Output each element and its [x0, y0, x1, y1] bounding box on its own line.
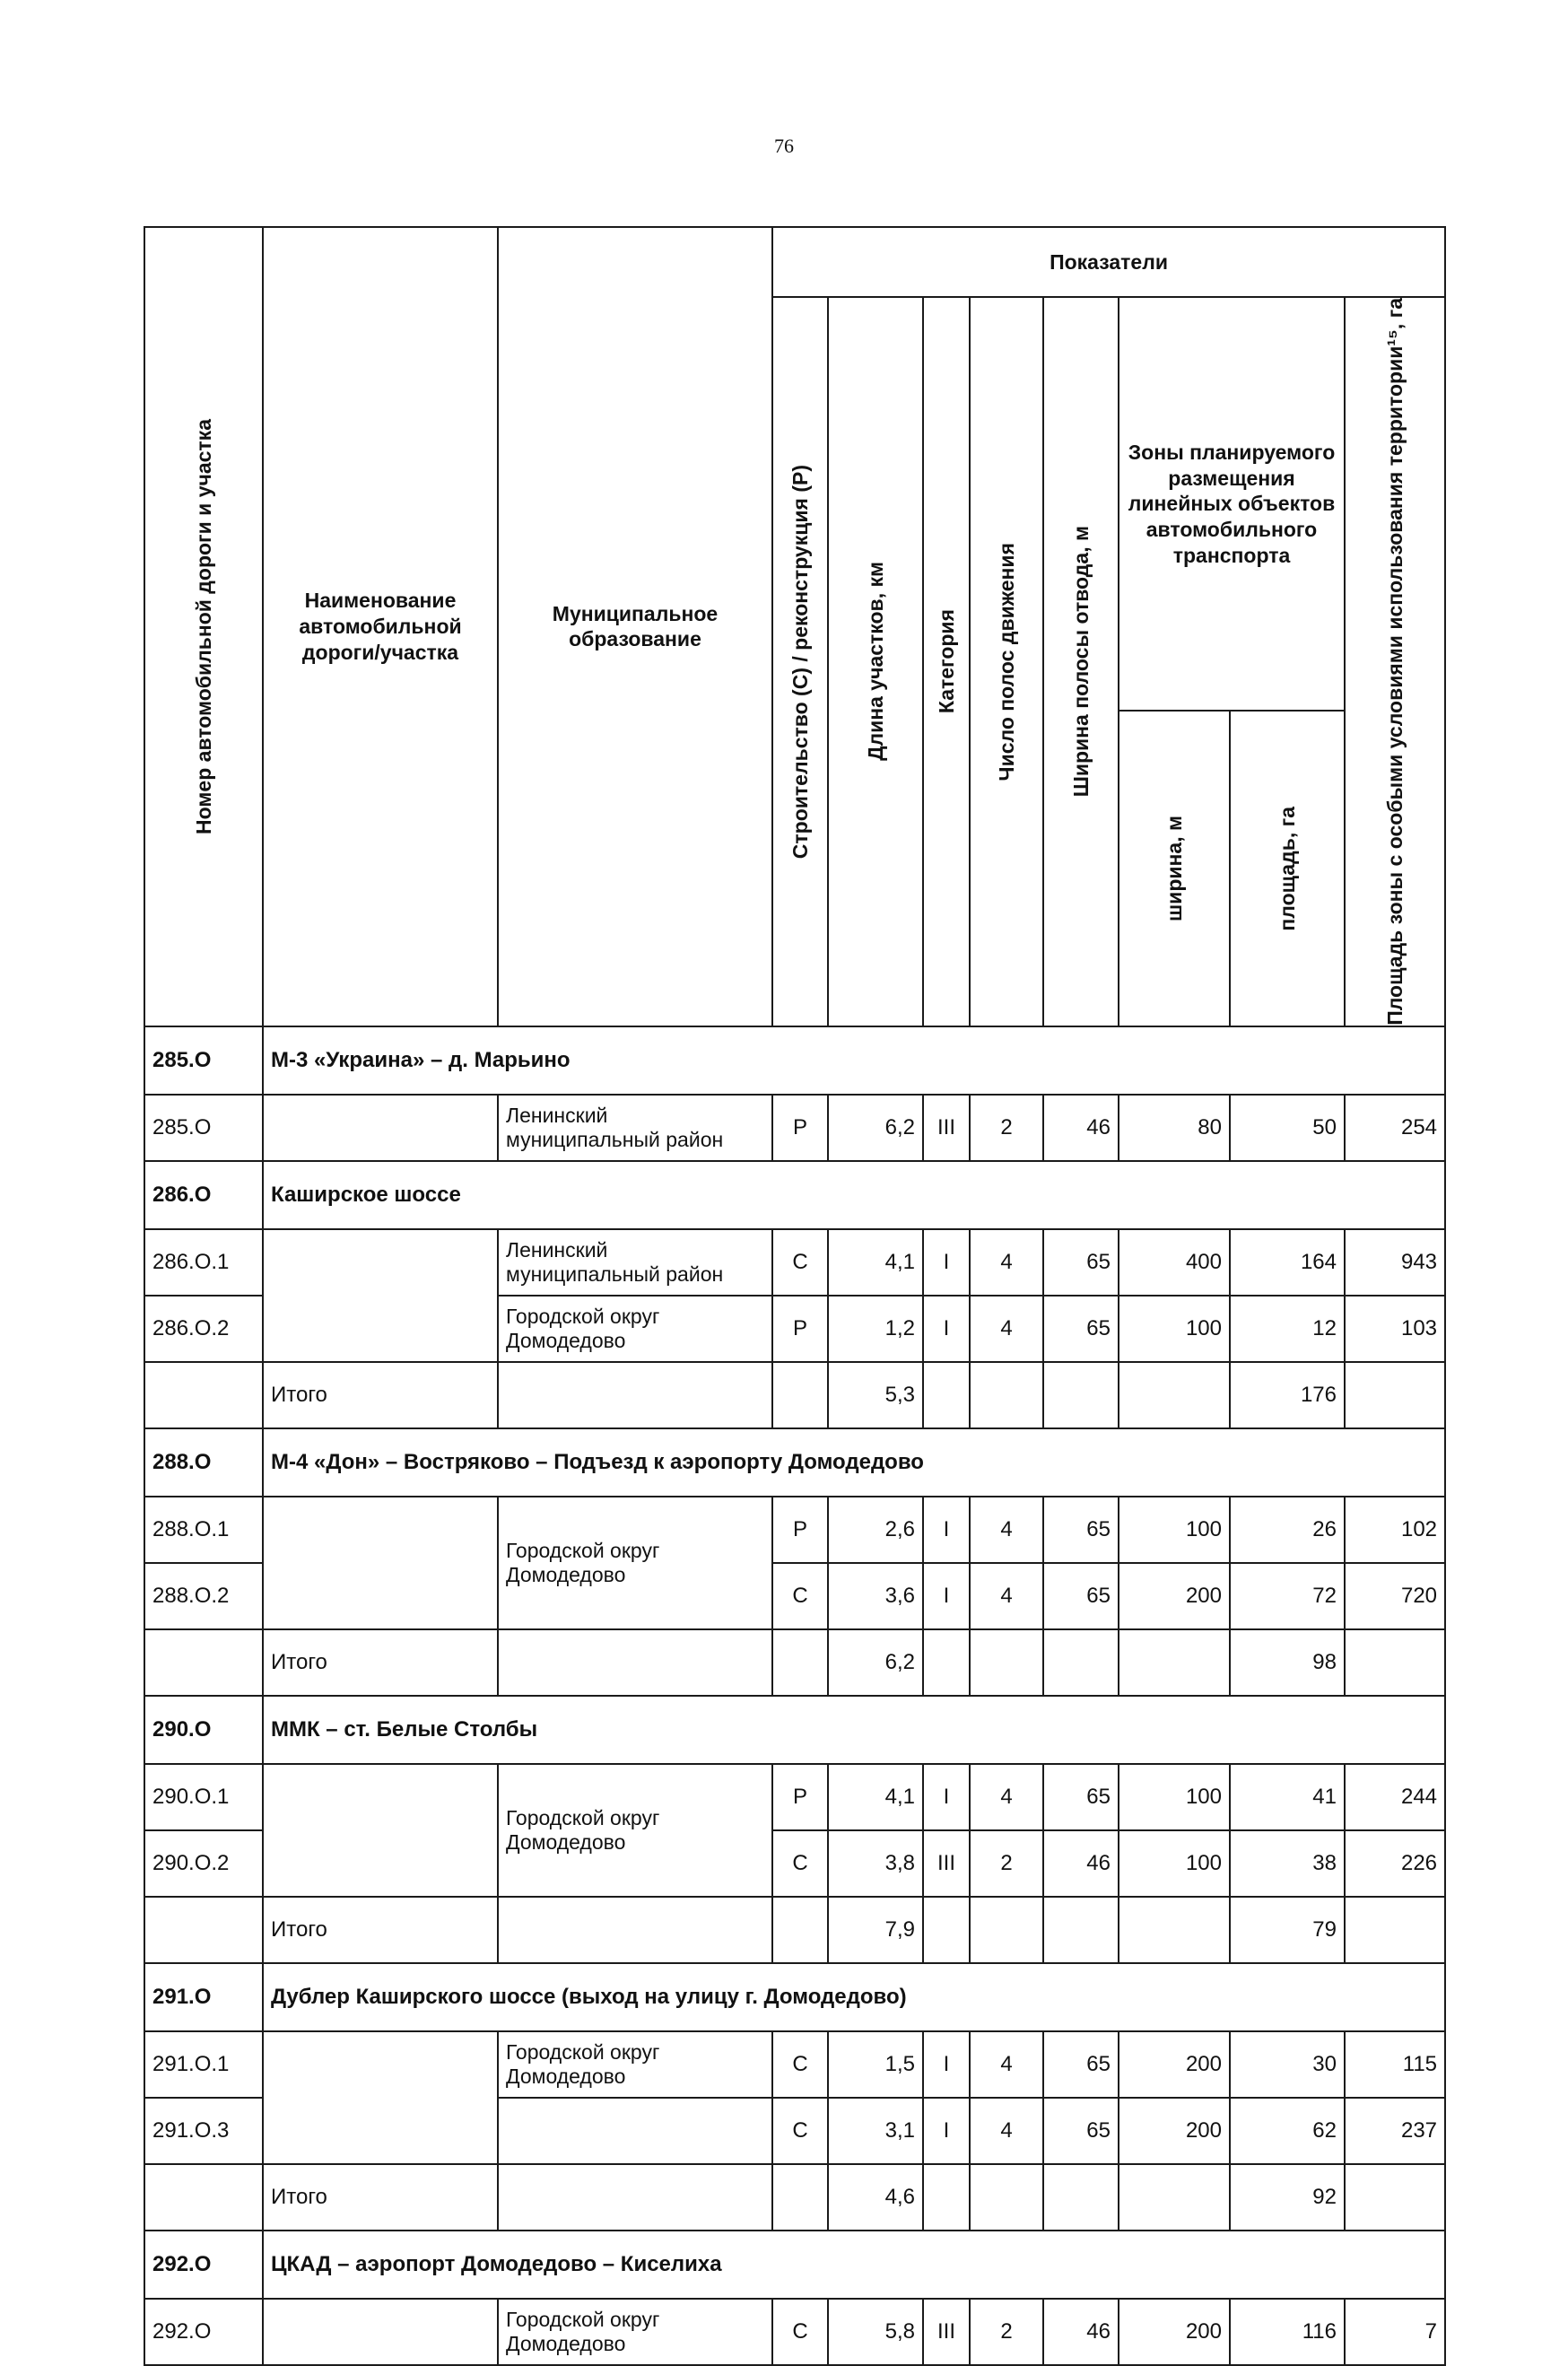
- row-municipality: Городской округ Домодедово: [498, 2299, 772, 2365]
- row-zone-width: 400: [1119, 1229, 1230, 1296]
- row-row-width: 46: [1043, 2299, 1119, 2365]
- table-row: [144, 2299, 1445, 2365]
- row-municipality: [498, 2098, 772, 2164]
- header-special-area: Площадь зоны с особыми условиями использования территории¹⁵, га: [1345, 297, 1445, 1026]
- row-row-width: 65: [1043, 2031, 1119, 2098]
- row-lanes: 4: [970, 1764, 1043, 1830]
- row-category: I: [923, 1764, 970, 1830]
- row-construction: Р: [772, 1296, 828, 1362]
- total-zone-area: 176: [1230, 1362, 1345, 1428]
- row-special-area: 237: [1345, 2098, 1445, 2164]
- table-header: [144, 227, 1445, 1026]
- row-length: 1,5: [828, 2031, 923, 2098]
- row-lanes: 4: [970, 1497, 1043, 1563]
- row-name: [263, 1497, 498, 1629]
- section-code: 290.О: [144, 1696, 263, 1764]
- row-category: III: [923, 1830, 970, 1897]
- table-row: [144, 2031, 1445, 2098]
- row-zone-area: 72: [1230, 1563, 1345, 1629]
- section-code: 286.О: [144, 1161, 263, 1229]
- row-length: 3,8: [828, 1830, 923, 1897]
- total-row: [144, 1897, 1445, 1963]
- total-row: [144, 1362, 1445, 1428]
- total-label: Итого: [263, 1629, 498, 1696]
- row-row-width: 65: [1043, 2098, 1119, 2164]
- section-title: Каширское шоссе: [263, 1161, 1445, 1229]
- row-lanes: 4: [970, 2031, 1043, 2098]
- row-zone-width: 200: [1119, 1563, 1230, 1629]
- row-special-area: 244: [1345, 1764, 1445, 1830]
- header-category: Категория: [923, 297, 970, 1026]
- row-zone-width: 200: [1119, 2098, 1230, 2164]
- header-municipality: Муниципальное образование: [498, 227, 772, 1026]
- row-name: [263, 1229, 498, 1362]
- row-lanes: 4: [970, 2098, 1043, 2164]
- header-indicators: Показатели: [772, 227, 1445, 297]
- row-code: 285.О: [144, 1095, 263, 1161]
- row-construction: С: [772, 1830, 828, 1897]
- row-zone-area: 30: [1230, 2031, 1345, 2098]
- row-category: I: [923, 2098, 970, 2164]
- total-row: [144, 2164, 1445, 2231]
- table-row: [144, 1497, 1445, 1563]
- section-row: [144, 1161, 1445, 1229]
- row-length: 1,2: [828, 1296, 923, 1362]
- row-municipality: Ленинский муниципальный район: [498, 1229, 772, 1296]
- total-label: Итого: [263, 2164, 498, 2231]
- row-zone-area: 62: [1230, 2098, 1345, 2164]
- row-name: [263, 1764, 498, 1897]
- row-row-width: 65: [1043, 1229, 1119, 1296]
- row-zone-area: 38: [1230, 1830, 1345, 1897]
- row-zone-width: 200: [1119, 2299, 1230, 2365]
- row-special-area: 226: [1345, 1830, 1445, 1897]
- row-category: I: [923, 1497, 970, 1563]
- section-title: Дублер Каширского шоссе (выход на улицу г. Домодедово): [263, 1963, 1445, 2031]
- row-construction: Р: [772, 1095, 828, 1161]
- row-zone-width: 100: [1119, 1497, 1230, 1563]
- row-municipality: Городской округ Домодедово: [498, 2031, 772, 2098]
- header-row-width: Ширина полосы отвода, м: [1043, 297, 1119, 1026]
- row-name: [263, 2031, 498, 2164]
- row-code: 291.О.1: [144, 2031, 263, 2098]
- row-special-area: 115: [1345, 2031, 1445, 2098]
- header-road-name: Наименование автомобильной дороги/участка: [263, 227, 498, 1026]
- row-category: I: [923, 1296, 970, 1362]
- row-municipality: Городской округ Домодедово: [498, 1764, 772, 1897]
- row-special-area: 254: [1345, 1095, 1445, 1161]
- row-special-area: 720: [1345, 1563, 1445, 1629]
- row-length: 2,6: [828, 1497, 923, 1563]
- section-row: [144, 1696, 1445, 1764]
- row-special-area: 102: [1345, 1497, 1445, 1563]
- section-row: [144, 2231, 1445, 2299]
- row-length: 6,2: [828, 1095, 923, 1161]
- row-municipality: Городской округ Домодедово: [498, 1296, 772, 1362]
- row-row-width: 65: [1043, 1497, 1119, 1563]
- row-category: III: [923, 1095, 970, 1161]
- row-municipality: Городской округ Домодедово: [498, 1497, 772, 1629]
- header-lanes: Число полос движения: [970, 297, 1043, 1026]
- table-body: [144, 1026, 1445, 2365]
- row-lanes: 2: [970, 1830, 1043, 1897]
- row-construction: С: [772, 1563, 828, 1629]
- total-length: 7,9: [828, 1897, 923, 1963]
- row-row-width: 46: [1043, 1095, 1119, 1161]
- row-code: 286.О.2: [144, 1296, 263, 1362]
- row-construction: Р: [772, 1764, 828, 1830]
- row-category: I: [923, 1563, 970, 1629]
- header-zone-area: площадь, га: [1230, 711, 1345, 1026]
- row-code: 292.О: [144, 2299, 263, 2365]
- row-special-area: 7: [1345, 2299, 1445, 2365]
- header-road-number: Номер автомобильной дороги и участка: [144, 227, 263, 1026]
- section-title: М-3 «Украина» – д. Марьино: [263, 1026, 1445, 1095]
- total-length: 5,3: [828, 1362, 923, 1428]
- row-code: 288.О.1: [144, 1497, 263, 1563]
- row-code: 288.О.2: [144, 1563, 263, 1629]
- total-label: Итого: [263, 1362, 498, 1428]
- total-zone-area: 92: [1230, 2164, 1345, 2231]
- row-zone-width: 80: [1119, 1095, 1230, 1161]
- total-length: 6,2: [828, 1629, 923, 1696]
- row-zone-area: 116: [1230, 2299, 1345, 2365]
- row-length: 3,6: [828, 1563, 923, 1629]
- total-label: Итого: [263, 1897, 498, 1963]
- row-lanes: 4: [970, 1563, 1043, 1629]
- row-name: [263, 2299, 498, 2365]
- row-lanes: 2: [970, 2299, 1043, 2365]
- row-municipality: Ленинский муниципальный район: [498, 1095, 772, 1161]
- row-row-width: 65: [1043, 1563, 1119, 1629]
- section-row: [144, 1026, 1445, 1095]
- total-length: 4,6: [828, 2164, 923, 2231]
- page-number: 76: [774, 135, 794, 157]
- row-lanes: 4: [970, 1296, 1043, 1362]
- row-zone-width: 100: [1119, 1764, 1230, 1830]
- section-row: [144, 1428, 1445, 1497]
- row-category: I: [923, 2031, 970, 2098]
- total-zone-area: 79: [1230, 1897, 1345, 1963]
- header-zones: Зоны планируемого размещения линейных объектов автомобильного транспорта: [1119, 297, 1345, 711]
- row-lanes: 4: [970, 1229, 1043, 1296]
- section-row: [144, 1963, 1445, 2031]
- total-row: [144, 1629, 1445, 1696]
- row-zone-area: 26: [1230, 1497, 1345, 1563]
- section-code: 291.О: [144, 1963, 263, 2031]
- table-row: [144, 1229, 1445, 1296]
- table-row: [144, 1764, 1445, 1830]
- section-title: М-4 «Дон» – Востряково – Подъезд к аэропорту Домодедово: [263, 1428, 1445, 1497]
- row-zone-area: 12: [1230, 1296, 1345, 1362]
- row-row-width: 46: [1043, 1830, 1119, 1897]
- row-row-width: 65: [1043, 1296, 1119, 1362]
- row-length: 5,8: [828, 2299, 923, 2365]
- section-code: 285.О: [144, 1026, 263, 1095]
- row-special-area: 103: [1345, 1296, 1445, 1362]
- row-zone-width: 100: [1119, 1296, 1230, 1362]
- row-length: 4,1: [828, 1764, 923, 1830]
- row-special-area: 943: [1345, 1229, 1445, 1296]
- row-code: 290.О.1: [144, 1764, 263, 1830]
- row-zone-area: 50: [1230, 1095, 1345, 1161]
- row-length: 4,1: [828, 1229, 923, 1296]
- row-row-width: 65: [1043, 1764, 1119, 1830]
- row-category: III: [923, 2299, 970, 2365]
- row-name: [263, 1095, 498, 1161]
- total-zone-area: 98: [1230, 1629, 1345, 1696]
- table-row: [144, 1095, 1445, 1161]
- header-construction: Строительство (С) / реконструкция (Р): [772, 297, 828, 1026]
- row-category: I: [923, 1229, 970, 1296]
- section-code: 288.О: [144, 1428, 263, 1497]
- row-construction: С: [772, 2098, 828, 2164]
- section-code: 292.О: [144, 2231, 263, 2299]
- row-construction: Р: [772, 1497, 828, 1563]
- row-construction: С: [772, 2031, 828, 2098]
- section-title: ММК – ст. Белые Столбы: [263, 1696, 1445, 1764]
- row-construction: С: [772, 1229, 828, 1296]
- header-zone-width: ширина, м: [1119, 711, 1230, 1026]
- row-code: 286.О.1: [144, 1229, 263, 1296]
- row-construction: С: [772, 2299, 828, 2365]
- row-length: 3,1: [828, 2098, 923, 2164]
- row-lanes: 2: [970, 1095, 1043, 1161]
- roads-table: [144, 226, 1446, 2366]
- row-zone-width: 100: [1119, 1830, 1230, 1897]
- row-zone-area: 41: [1230, 1764, 1345, 1830]
- row-zone-area: 164: [1230, 1229, 1345, 1296]
- section-title: ЦКАД – аэропорт Домодедово – Киселиха: [263, 2231, 1445, 2299]
- row-code: 291.О.3: [144, 2098, 263, 2164]
- row-zone-width: 200: [1119, 2031, 1230, 2098]
- header-length: Длина участков, км: [828, 297, 923, 1026]
- row-code: 290.О.2: [144, 1830, 263, 1897]
